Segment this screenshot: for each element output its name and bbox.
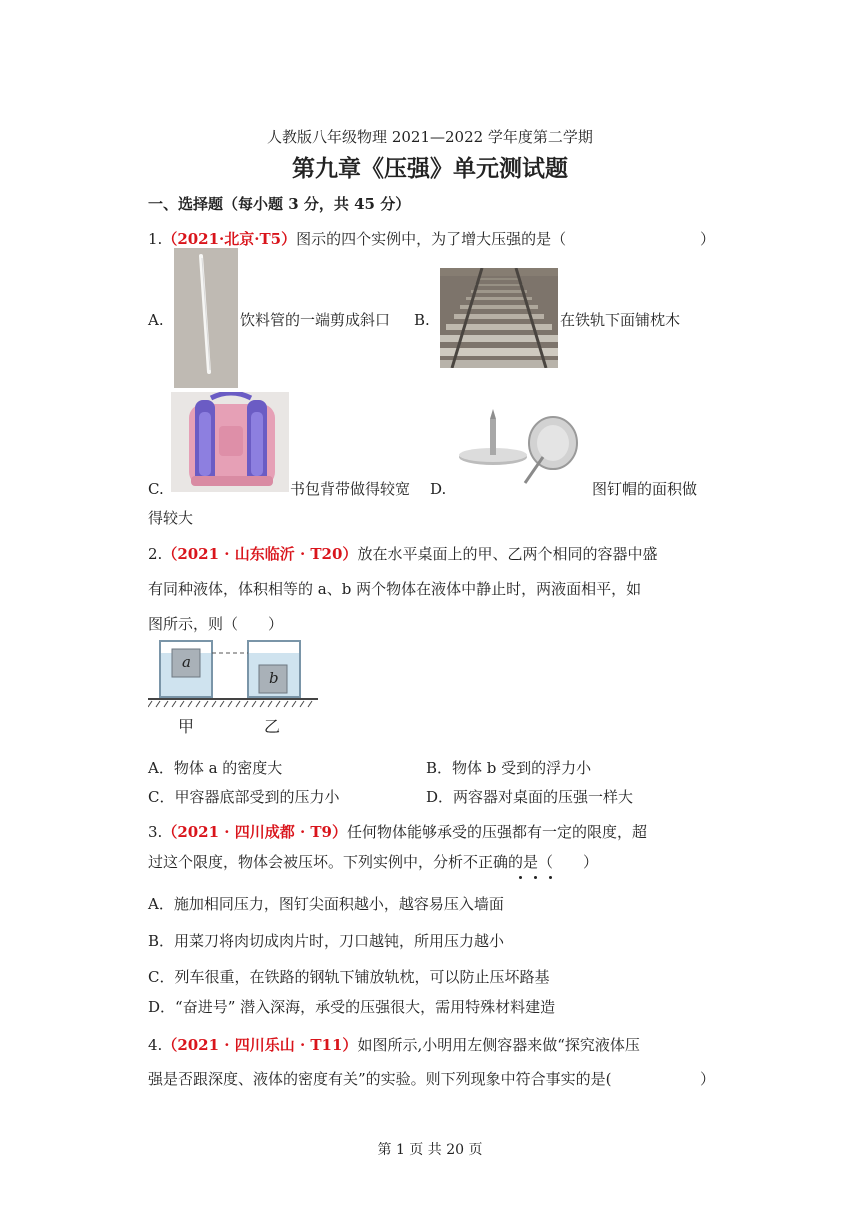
option-c-text: 书包背带做得较宽 [290,480,411,498]
question-3-line-1 [148,821,647,843]
option-a-label: A. [148,311,164,329]
exam-subtitle: 人教版八年级物理 2021—2022 学年度第二学期 [267,128,593,146]
section-heading: 一、选择题（每小题 3 分，共 45 分） [148,195,411,213]
question-source: （2021 · 山东临沂 · T20） [162,545,358,563]
question-text: 任何物体能够承受的压强都有一定的限度，超 [347,823,648,841]
question-1-stem [148,228,566,250]
railway-image [440,268,558,368]
question-number: 2. [148,545,163,563]
q3-option-c: C．列车很重，在铁路的钢轨下铺放轨枕，可以防止压坏路基 [148,968,550,986]
answer-close-paren: ） [700,1070,716,1088]
question-text: 图示的四个实例中，为了增大压强的是（ [296,230,567,248]
containers-figure [148,635,318,713]
page-number: 第 1 页 共 20 页 [377,1142,483,1158]
q2-option-d: D．两容器对桌面的压强一样大 [426,788,634,806]
option-b-text: 在铁轨下面铺枕木 [560,311,681,329]
q2-option-b: B．物体 b 受到的浮力小 [426,759,592,777]
question-4-line-2: 强是否跟深度、液体的密度有关”的实验。则下列现象中符合事实的是( [148,1070,612,1088]
thumbtack-image [455,405,591,491]
straw-image [174,248,238,388]
question-3-line-2: 过这个限度，物体会被压坏。下列实例中，分析不正确的是（ ） [148,853,599,871]
option-d-text: 图钉帽的面积做 [592,480,698,498]
option-d-label: D. [430,480,447,498]
q2-option-c: C．甲容器底部受到的压力小 [148,788,340,806]
question-source: （2021·北京·T5） [162,230,297,248]
q2-option-a: A．物体 a 的密度大 [148,759,283,777]
question-text: 放在水平桌面上的甲、乙两个相同的容器中盛 [357,545,658,563]
container-yi-label: 乙 [264,717,281,736]
object-a-label: a [182,653,191,671]
object-b-label: b [269,669,279,687]
question-number: 3. [148,823,163,841]
emphasis-dot [549,876,552,879]
q3-option-b: B．用菜刀将肉切成肉片时，刀口越钝，所用压力越小 [148,932,505,950]
question-2-line-1 [148,543,657,565]
question-source: （2021 · 四川乐山 · T11） [162,1036,358,1054]
option-c-label: C. [148,480,164,498]
question-source: （2021 · 四川成都 · T9） [162,823,347,841]
option-d-text-continued: 得较大 [148,509,194,527]
container-jia-label: 甲 [178,717,195,736]
answer-close-paren: ） [700,230,716,248]
question-text: 如图所示,小明用左侧容器来做“探究液体压 [357,1036,640,1054]
q3-option-d: D．“奋进号” 潜入深海，承受的压强很大，需用特殊材料建造 [148,998,556,1016]
question-4-line-1 [148,1034,640,1056]
backpack-image [171,392,289,492]
exam-title: 第九章《压强》单元测试题 [292,155,568,182]
question-number: 4. [148,1036,163,1054]
question-2-line-2: 有同种液体，体积相等的 a、b 两个物体在液体中静止时，两液面相平，如 [148,580,642,598]
question-2-line-3: 图所示，则（ ） [148,615,284,633]
option-a-text: 饮料管的一端剪成斜口 [240,311,391,329]
emphasis-dot [534,876,537,879]
question-number: 1. [148,230,163,248]
option-b-label: B. [414,311,430,329]
q3-option-a: A．施加相同压力，图钉尖面积越小，越容易压入墙面 [148,895,504,913]
emphasis-dot [519,876,522,879]
